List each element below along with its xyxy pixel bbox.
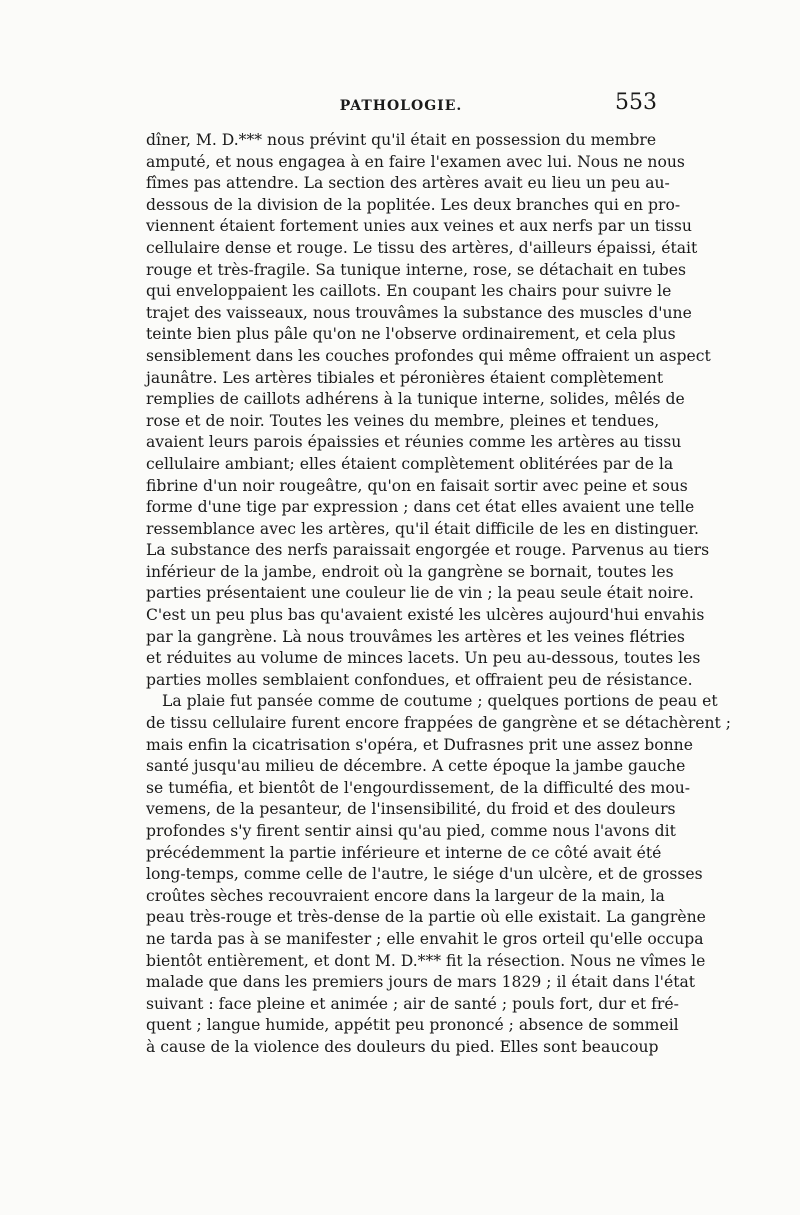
text-line: parties présentaient une couleur lie de vin ; la peau seule était noire. xyxy=(146,584,694,603)
text-line: La substance des nerfs paraissait engorgée et rouge. Parvenus au tiers xyxy=(146,541,710,560)
text-line: inférieur de la jambe, endroit où la gangrène se bornait, toutes les xyxy=(146,562,674,581)
text-line: précédemment la partie inférieure et interne de ce côté avait été xyxy=(146,843,662,862)
page-header xyxy=(145,90,657,120)
text-line: fibrine d'un noir rougeâtre, qu'on en faisait sortir avec peine et sous xyxy=(146,476,688,495)
text-line: cellulaire dense et rouge. Le tissu des artères, d'ailleurs épaissi, était xyxy=(146,238,698,257)
text-line: teinte bien plus pâle qu'on ne l'observe ordinairement, et cela plus xyxy=(146,325,676,344)
text-line: et réduites au volume de minces lacets. Un peu au-dessous, toutes les xyxy=(146,649,701,668)
text-line: parties molles semblaient confondues, et offraient peu de résistance. xyxy=(146,670,693,689)
text-line: croûtes sèches recouvraient encore dans la largeur de la main, la xyxy=(146,886,665,905)
text-line: fîmes pas attendre. La section des artères avait eu lieu un peu au- xyxy=(146,174,670,193)
text-line: se tuméfia, et bientôt de l'engourdissement, de la difficulté des mou- xyxy=(146,778,691,797)
text-line: malade que dans les premiers jours de mars 1829 ; il était dans l'état xyxy=(146,973,696,992)
text-line: remplies de caillots adhérens à la tunique interne, solides, mêlés de xyxy=(146,390,685,409)
text-line: trajet des vaisseaux, nous trouvâmes la substance des muscles d'une xyxy=(146,303,692,322)
text-line: quent ; langue humide, appétit peu prononcé ; absence de sommeil xyxy=(146,1016,679,1035)
text-line: sensiblement dans les couches profondes qui même offraient un aspect xyxy=(146,346,711,365)
text-line: ressemblance avec les artères, qu'il était difficile de les en distinguer. xyxy=(146,519,699,538)
text-line: profondes s'y firent sentir ainsi qu'au pied, comme nous l'avons dit xyxy=(146,822,676,840)
text-line: qui enveloppaient les caillots. En coupant les chairs pour suivre le xyxy=(146,282,672,301)
text-line: jaunâtre. Les artères tibiales et péronières étaient complètement xyxy=(146,368,664,387)
text-line: La plaie fut pansée comme de coutume ; quelques portions de peau et xyxy=(162,692,718,711)
text-line: par la gangrène. Là nous trouvâmes les artères et les veines flétries xyxy=(146,627,685,646)
text-line: rouge et très-fragile. Sa tunique interne, rose, se détachait en tubes xyxy=(146,260,686,279)
page-body xyxy=(146,130,732,1059)
text-line: amputé, et nous engagea à en faire l'examen avec lui. Nous ne nous xyxy=(146,152,685,171)
text-line: mais enfin la cicatrisation s'opéra, et Dufrasnes prit une assez bonne xyxy=(146,735,693,754)
text-line: suivant : face pleine et animée ; air de santé ; pouls fort, dur et fré- xyxy=(146,994,679,1013)
text-line: dîner, M. D.*** nous prévint qu'il était en possession du membre xyxy=(146,131,657,149)
text-line: à cause de la violence des douleurs du pied. Elles sont beaucoup xyxy=(146,1037,659,1056)
text-line: rose et de noir. Toutes les veines du membre, pleines et tendues, xyxy=(146,411,660,430)
text-line: dessous de la division de la poplitée. Les deux branches qui en pro- xyxy=(146,195,681,214)
text-line: ne tarda pas à se manifester ; elle envahit le gros orteil qu'elle occupa xyxy=(146,929,704,948)
text-line: santé jusqu'au milieu de décembre. A cette époque la jambe gauche xyxy=(146,757,686,776)
text-line: forme d'une tige par expression ; dans cet état elles avaient une telle xyxy=(146,498,695,517)
text-line: vemens, de la pesanteur, de l'insensibilité, du froid et des douleurs xyxy=(146,800,676,819)
text-line: avaient leurs parois épaissies et réunies comme les artères au tissu xyxy=(146,433,682,452)
text-line: viennent étaient fortement unies aux veines et aux nerfs par un tissu xyxy=(146,217,692,236)
text-line: C'est un peu plus bas qu'avaient existé les ulcères aujourd'hui envahis xyxy=(146,606,705,625)
text-line: peau très-rouge et très-dense de la partie où elle existait. La gangrène xyxy=(146,908,706,927)
page-number: 553 xyxy=(615,90,657,115)
text-line: bientôt entièrement, et dont M. D.*** fit la résection. Nous ne vîmes le xyxy=(146,951,706,970)
running-head: PATHOLOGIE. xyxy=(339,98,463,114)
text-line: de tissu cellulaire furent encore frappées de gangrène et se détachèrent ; xyxy=(146,714,732,733)
text-line: long-temps, comme celle de l'autre, le siége d'un ulcère, et de grosses xyxy=(146,865,703,884)
text-line: cellulaire ambiant; elles étaient complètement oblitérées par de la xyxy=(146,454,674,473)
